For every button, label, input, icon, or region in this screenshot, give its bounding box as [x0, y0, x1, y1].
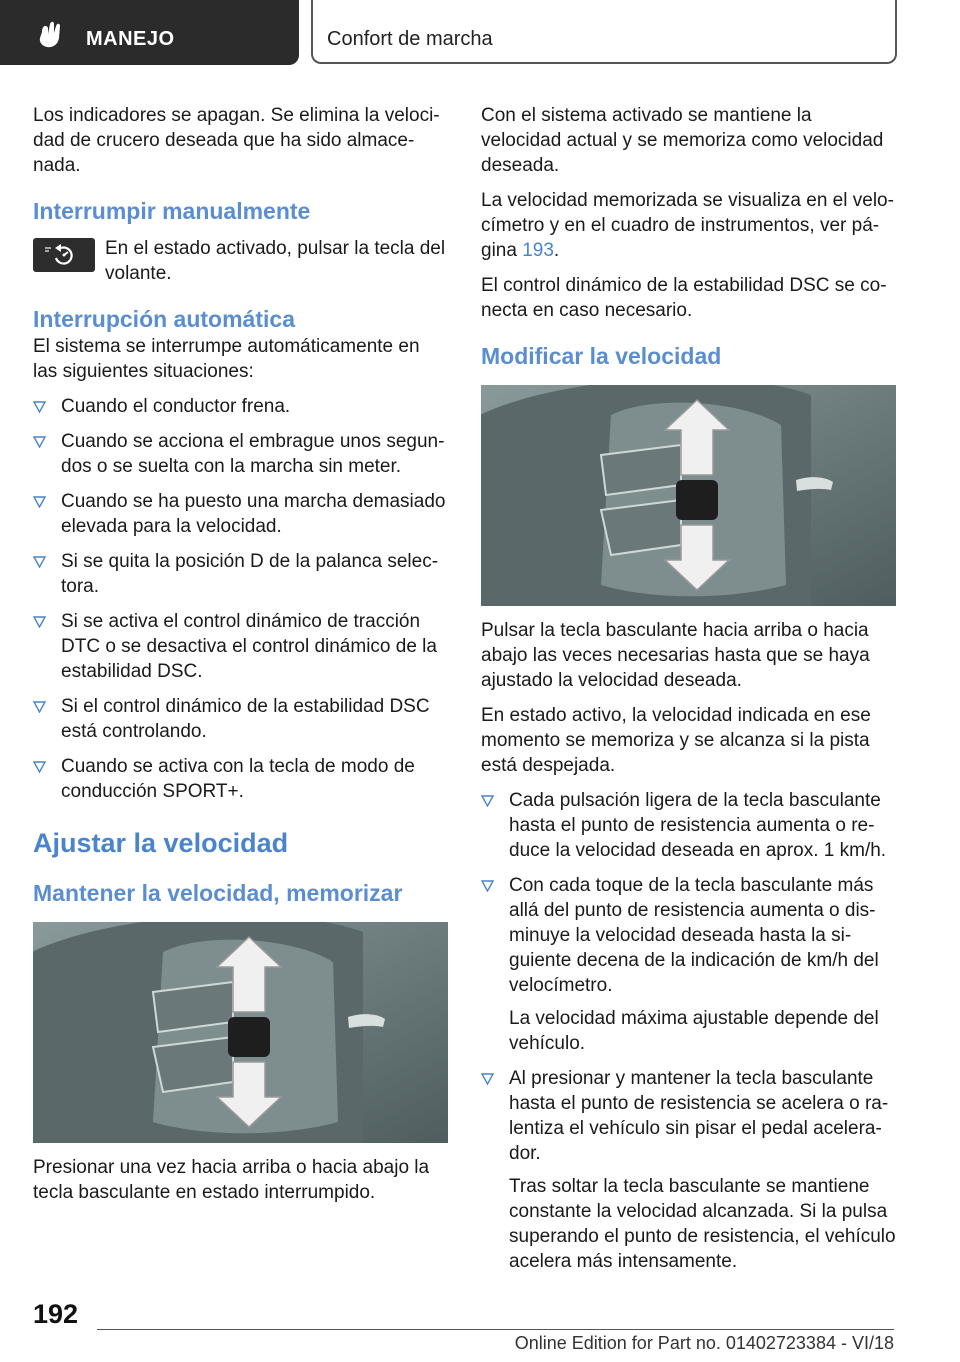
- triangle-bullet-icon: [481, 879, 494, 892]
- section-label: MANEJO: [86, 28, 175, 50]
- steering-wheel-rocker-icon: [33, 922, 448, 1143]
- steering-wheel-rocker-icon: [481, 385, 896, 606]
- list-item-note: La velocidad máxima ajustable depende del vehículo.: [509, 1008, 879, 1054]
- list-item: Cuando se acciona el embrague unos segun-dos o se suelta con la marcha sin meter.: [33, 429, 448, 479]
- right-column: [481, 103, 896, 1284]
- list-item: Cada pulsación ligera de la tecla basculante hasta el punto de resistencia aumenta o re-duce la velocidad deseada en aprox. 1 km/h.: [481, 788, 896, 863]
- steering-button-image: [33, 238, 95, 272]
- header-chapter-tab: [311, 0, 897, 64]
- footer-edition: Online Edition for Part no. 01402723384 - VI/18: [514, 1333, 894, 1353]
- list-item: Con cada toque de la tecla basculante más allá del punto de resistencia aumenta o dis-minuye la velocidad deseada hasta la si-guiente decena de la indicación de km/h del velocímetro. La velocidad máxima ajustable depende del vehículo.: [481, 873, 896, 1056]
- list-item: Cuando se ha puesto una marcha demasiado elevada para la velocidad.: [33, 489, 448, 539]
- list-item: Si el control dinámico de la estabilidad DSC está controlando.: [33, 694, 448, 744]
- list-item: Cuando el conductor frena.: [33, 394, 448, 419]
- auto-interrupt-heading: Interrupción automática: [33, 306, 295, 332]
- list-item: Si se quita la posición D de la palanca selec-tora.: [33, 549, 448, 599]
- page-link[interactable]: 193: [522, 240, 554, 261]
- active-paragraph: Con el sistema activado se mantiene la velocidad actual y se memoriza como velocidad deseada.: [481, 105, 884, 176]
- intro-paragraph: Los indicadores se apagan. Se elimina la veloci-dad de crucero deseada que ha sido almace-nada.: [33, 105, 440, 176]
- triangle-bullet-icon: [33, 615, 46, 628]
- modify-speed-heading: Modificar la velocidad: [481, 343, 722, 369]
- modify-caption-2: En estado activo, la velocidad indicada en ese momento se memoriza y se alcanza si la pista está despejada.: [481, 705, 871, 776]
- triangle-bullet-icon: [481, 794, 494, 807]
- triangle-bullet-icon: [33, 760, 46, 773]
- modify-speed-list: [481, 788, 896, 1274]
- auto-interrupt-list: [33, 394, 448, 804]
- steering-wheel-photo: [33, 922, 448, 1143]
- auto-interrupt-intro: El sistema se interrumpe automáticamente en las siguientes situaciones:: [33, 336, 420, 382]
- header-section-tab: [0, 0, 299, 65]
- manual-interrupt-row: [33, 236, 448, 286]
- manual-interrupt-text: En el estado activado, pulsar la tecla del volante.: [105, 238, 446, 284]
- resume-cruise-icon: [39, 242, 89, 268]
- dsc-paragraph: El control dinámico de la estabilidad DSC se co-necta en caso necesario.: [481, 275, 887, 321]
- footer-divider: [97, 1329, 894, 1330]
- triangle-bullet-icon: [33, 555, 46, 568]
- list-item: Cuando se activa con la tecla de modo de conducción SPORT+.: [33, 754, 448, 804]
- triangle-bullet-icon: [481, 1072, 494, 1085]
- page-number: 192: [33, 1299, 79, 1329]
- keep-speed-caption: Presionar una vez hacia arriba o hacia abajo la tecla basculante en estado interrumpido.: [33, 1157, 430, 1203]
- memory-paragraph: La velocidad memorizada se visualiza en el velo-címetro y en el cuadro de instrumentos, ver pá-gina 193.: [481, 190, 894, 261]
- triangle-bullet-icon: [33, 495, 46, 508]
- triangle-bullet-icon: [33, 700, 46, 713]
- triangle-bullet-icon: [33, 400, 46, 413]
- triangle-bullet-icon: [33, 435, 46, 448]
- manual-interrupt-heading: Interrumpir manualmente: [33, 198, 311, 224]
- keep-speed-heading: Mantener la velocidad, memorizar: [33, 880, 403, 906]
- modify-caption-1: Pulsar la tecla basculante hacia arriba o hacia abajo las veces necesarias hasta que se haya ajustado la velocidad deseada.: [481, 620, 870, 691]
- list-item: Al presionar y mantener la tecla basculante hasta el punto de resistencia se acelera o ra-lentiza el vehículo sin pisar el pedal acelera-dor. Tras soltar la tecla basculante se mantiene constante la velocidad alcanzada. Si la pulsa superando el punto de resistencia, el vehículo acelera más intensamente.: [481, 1066, 896, 1274]
- list-item: Si se activa el control dinámico de tracción DTC o se desactiva el control dinámico de la estabilidad DSC.: [33, 609, 448, 684]
- steering-hand-icon: [34, 20, 70, 50]
- list-item-note: Tras soltar la tecla basculante se mantiene constante la velocidad alcanzada. Si la pulsa superando el punto de resistencia, el vehículo acelera más intensamente.: [509, 1176, 896, 1272]
- steering-wheel-photo: [481, 385, 896, 606]
- adjust-speed-heading: Ajustar la velocidad: [33, 828, 289, 858]
- chapter-title: Confort de marcha: [327, 28, 493, 50]
- left-column: [33, 103, 448, 1215]
